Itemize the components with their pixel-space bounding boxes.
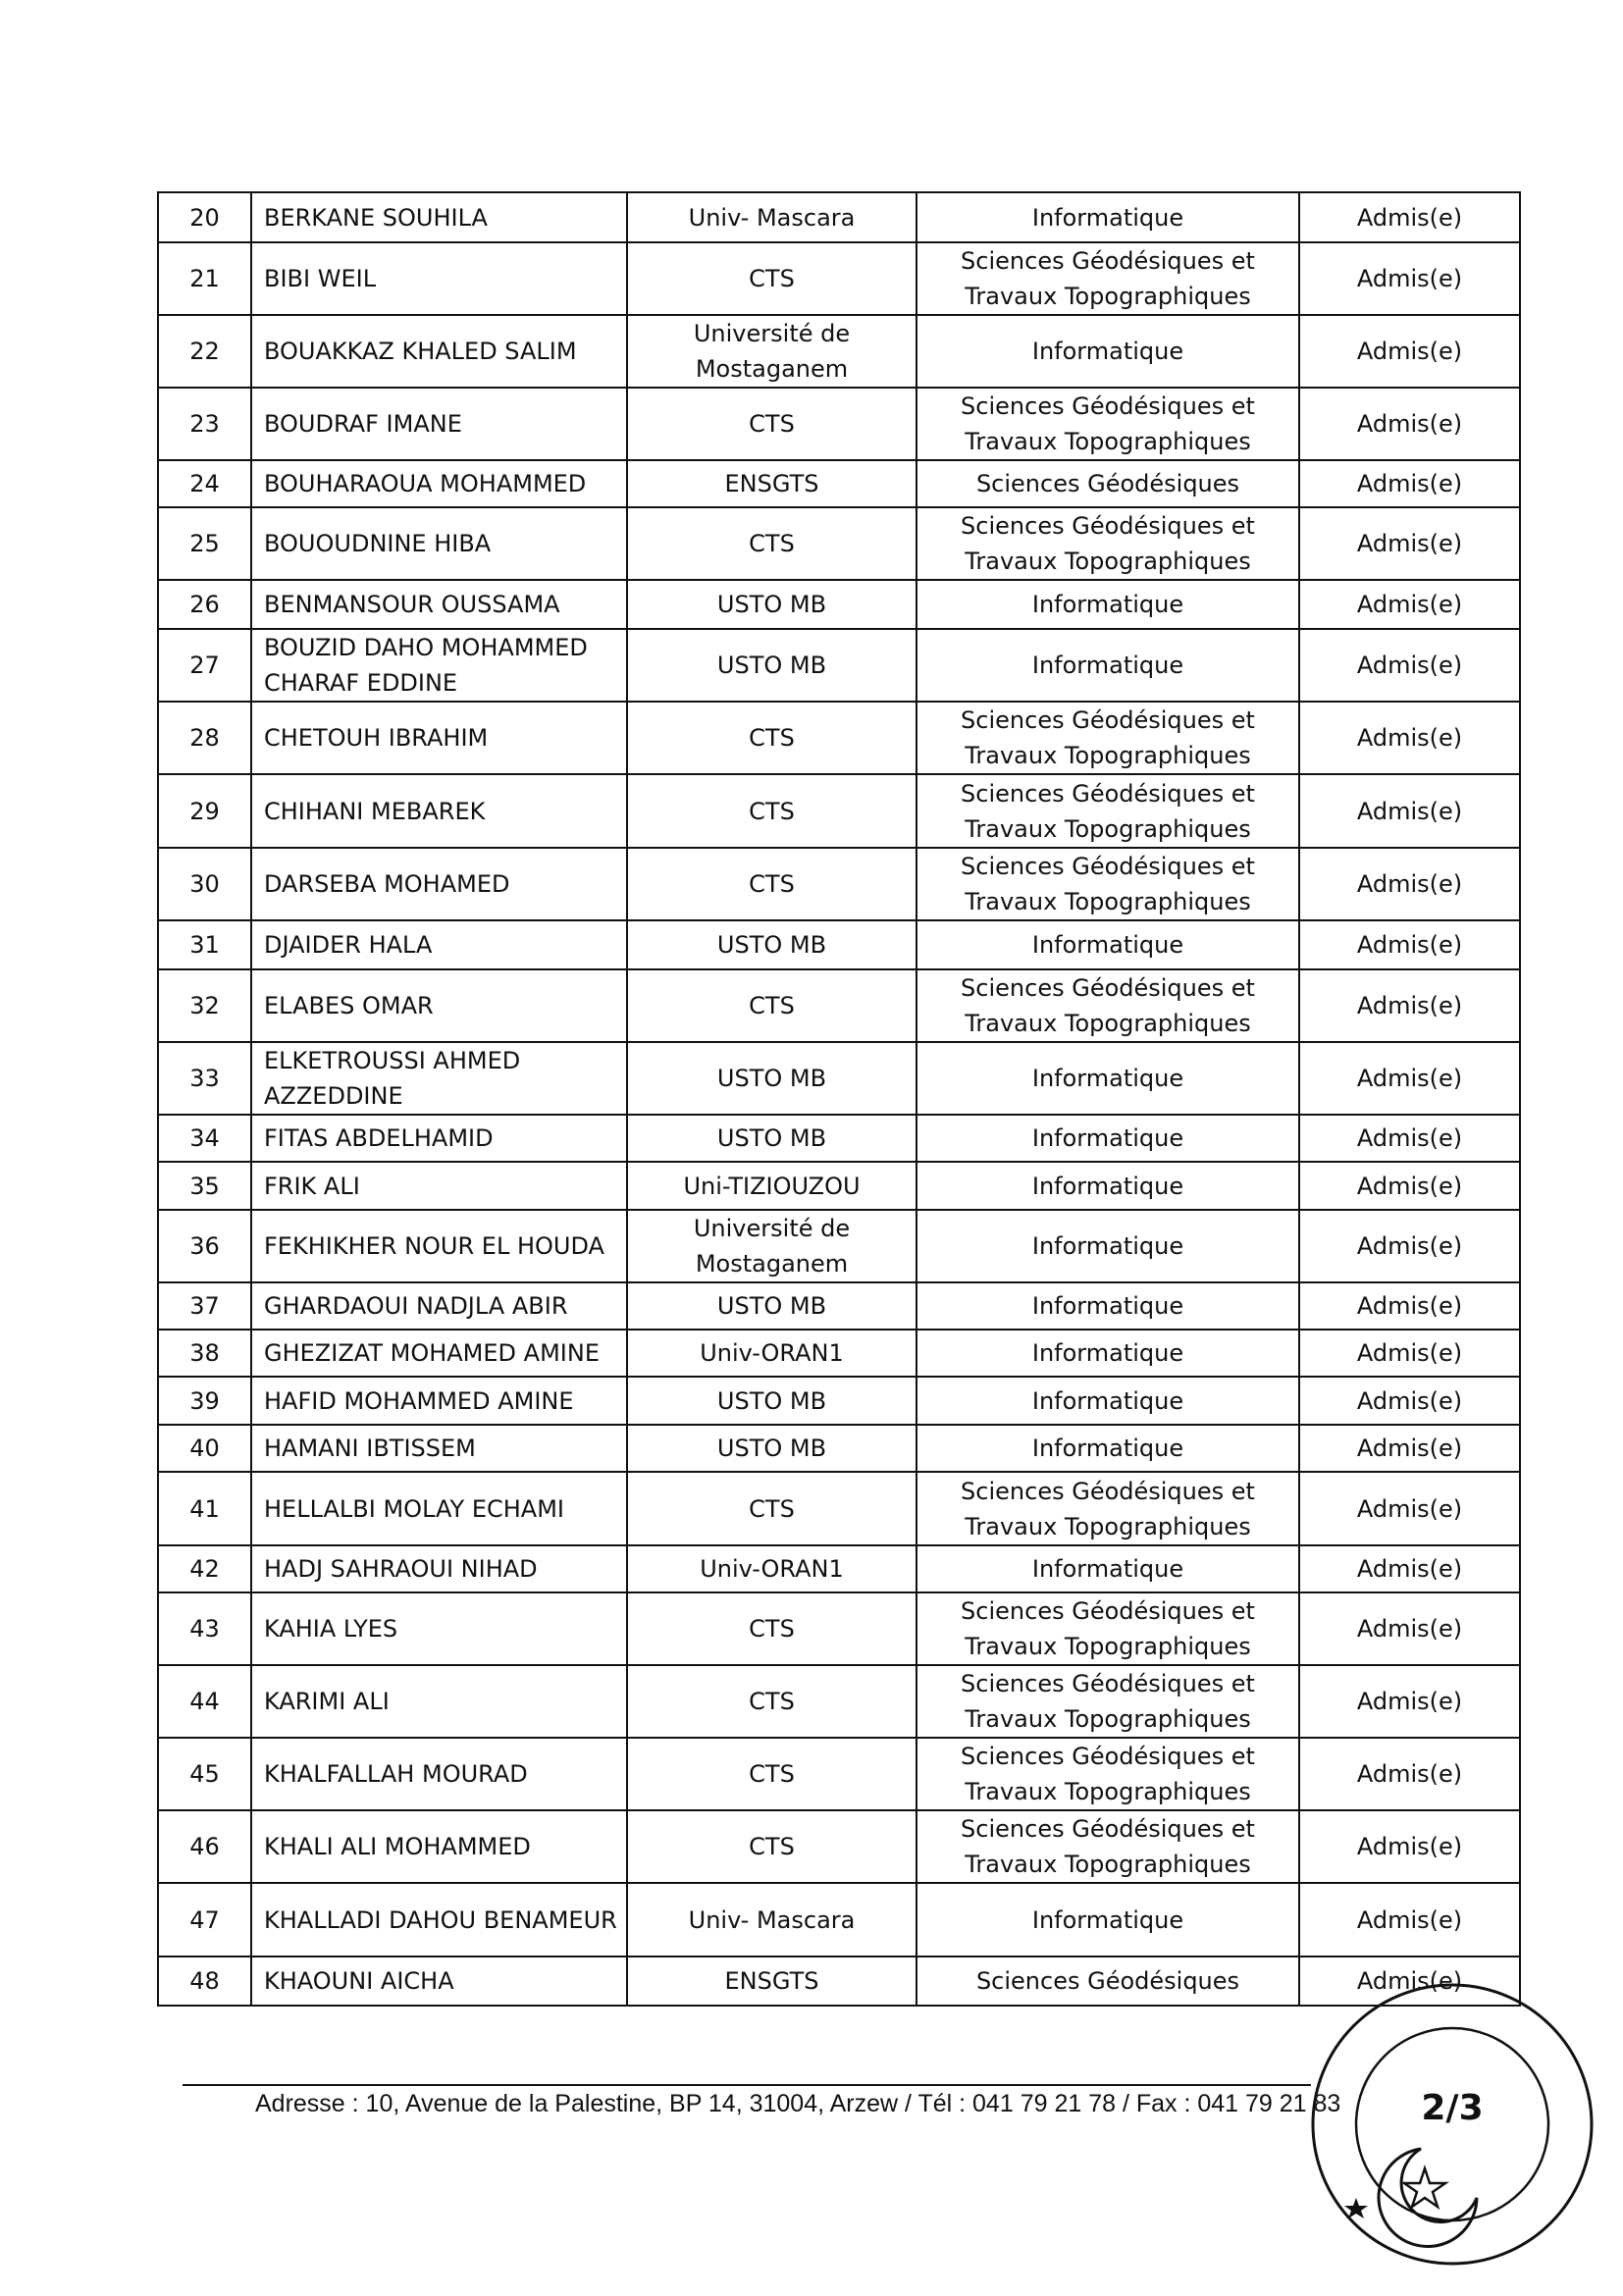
- cell-univ: CTS: [627, 774, 916, 848]
- cell-status: Admis(e): [1299, 1665, 1520, 1738]
- cell-status: Admis(e): [1299, 1115, 1520, 1162]
- table-row: [158, 1810, 1520, 1883]
- table-row: [158, 969, 1520, 1042]
- table-body: [158, 192, 1520, 2006]
- admission-results-table: [157, 191, 1521, 2007]
- cell-field: Informatique: [916, 1042, 1299, 1115]
- cell-field: Sciences Géodésiques et Travaux Topographiques: [916, 1592, 1299, 1665]
- cell-field: Informatique: [916, 1210, 1299, 1282]
- cell-field: Informatique: [916, 1330, 1299, 1377]
- cell-num: 27: [158, 629, 251, 702]
- cell-name: BOUAKKAZ KHALED SALIM: [251, 315, 627, 388]
- cell-status: Admis(e): [1299, 388, 1520, 460]
- table-row: [158, 1883, 1520, 1957]
- cell-name: KAHIA LYES: [251, 1592, 627, 1665]
- cell-field: Informatique: [916, 315, 1299, 388]
- cell-univ: Uni-TIZIOUZOU: [627, 1162, 916, 1210]
- cell-num: 25: [158, 507, 251, 580]
- cell-name: CHIHANI MEBAREK: [251, 774, 627, 848]
- table-row: [158, 1425, 1520, 1472]
- cell-status: Admis(e): [1299, 1162, 1520, 1210]
- cell-name: ELKETROUSSI AHMED AZZEDDINE: [251, 1042, 627, 1115]
- cell-univ: USTO MB: [627, 1042, 916, 1115]
- cell-status: Admis(e): [1299, 920, 1520, 969]
- cell-status: Admis(e): [1299, 1883, 1520, 1957]
- cell-field: Sciences Géodésiques et Travaux Topographiques: [916, 702, 1299, 774]
- table-row: [158, 1115, 1520, 1162]
- cell-univ: CTS: [627, 1738, 916, 1810]
- cell-status: Admis(e): [1299, 1592, 1520, 1665]
- table-row: [158, 774, 1520, 848]
- cell-name: KHALFALLAH MOURAD: [251, 1738, 627, 1810]
- cell-num: 26: [158, 580, 251, 629]
- cell-status: Admis(e): [1299, 1330, 1520, 1377]
- cell-univ: ENSGTS: [627, 1957, 916, 2006]
- cell-name: BOUZID DAHO MOHAMMED CHARAF EDDINE: [251, 629, 627, 702]
- cell-num: 39: [158, 1377, 251, 1425]
- cell-field: Informatique: [916, 1162, 1299, 1210]
- table-row: [158, 315, 1520, 388]
- cell-name: BIBI WEIL: [251, 242, 627, 315]
- cell-field: Sciences Géodésiques et Travaux Topographiques: [916, 1810, 1299, 1883]
- cell-univ: USTO MB: [627, 1377, 916, 1425]
- crescent-icon: [1379, 2149, 1477, 2247]
- cell-num: 36: [158, 1210, 251, 1282]
- cell-univ: Univ- Mascara: [627, 1883, 916, 1957]
- table-row: [158, 388, 1520, 460]
- cell-univ: CTS: [627, 1810, 916, 1883]
- table-row: [158, 1472, 1520, 1545]
- cell-univ: CTS: [627, 969, 916, 1042]
- cell-univ: CTS: [627, 702, 916, 774]
- cell-field: Sciences Géodésiques: [916, 1957, 1299, 2006]
- cell-field: Sciences Géodésiques et Travaux Topographiques: [916, 774, 1299, 848]
- cell-num: 44: [158, 1665, 251, 1738]
- cell-name: KHALI ALI MOHAMMED: [251, 1810, 627, 1883]
- cell-name: BOUHARAOUA MOHAMMED: [251, 460, 627, 507]
- cell-name: ELABES OMAR: [251, 969, 627, 1042]
- cell-univ: USTO MB: [627, 629, 916, 702]
- cell-num: 38: [158, 1330, 251, 1377]
- table-row: [158, 1592, 1520, 1665]
- cell-name: BENMANSOUR OUSSAMA: [251, 580, 627, 629]
- cell-name: HAFID MOHAMMED AMINE: [251, 1377, 627, 1425]
- cell-univ: CTS: [627, 1472, 916, 1545]
- cell-name: BERKANE SOUHILA: [251, 192, 627, 242]
- cell-univ: Université de Mostaganem: [627, 1210, 916, 1282]
- cell-status: Admis(e): [1299, 192, 1520, 242]
- star-icon: [1404, 2168, 1445, 2207]
- table-row: [158, 920, 1520, 969]
- cell-status: Admis(e): [1299, 1545, 1520, 1592]
- cell-name: HELLALBI MOLAY ECHAMI: [251, 1472, 627, 1545]
- cell-status: Admis(e): [1299, 1042, 1520, 1115]
- cell-num: 35: [158, 1162, 251, 1210]
- cell-field: Informatique: [916, 1377, 1299, 1425]
- cell-univ: CTS: [627, 507, 916, 580]
- cell-univ: Univ-ORAN1: [627, 1330, 916, 1377]
- cell-name: HADJ SAHRAOUI NIHAD: [251, 1545, 627, 1592]
- cell-name: FRIK ALI: [251, 1162, 627, 1210]
- footer-address: Adresse : 10, Avenue de la Palestine, BP 14, 31004, Arzew / Tél : 041 79 21 78 / Fax : 041 79 21 83: [255, 2090, 1341, 2117]
- table-row: [158, 580, 1520, 629]
- cell-field: Sciences Géodésiques et Travaux Topographiques: [916, 1472, 1299, 1545]
- cell-field: Informatique: [916, 580, 1299, 629]
- cell-univ: CTS: [627, 848, 916, 920]
- cell-field: Sciences Géodésiques et Travaux Topographiques: [916, 1665, 1299, 1738]
- cell-num: 21: [158, 242, 251, 315]
- cell-status: Admis(e): [1299, 1210, 1520, 1282]
- cell-num: 30: [158, 848, 251, 920]
- table-row: [158, 848, 1520, 920]
- cell-name: DJAIDER HALA: [251, 920, 627, 969]
- cell-univ: Univ-ORAN1: [627, 1545, 916, 1592]
- cell-univ: Univ- Mascara: [627, 192, 916, 242]
- cell-univ: ENSGTS: [627, 460, 916, 507]
- table-row: [158, 242, 1520, 315]
- table-row: [158, 507, 1520, 580]
- table-row: [158, 1545, 1520, 1592]
- cell-status: Admis(e): [1299, 848, 1520, 920]
- cell-field: Sciences Géodésiques et Travaux Topographiques: [916, 969, 1299, 1042]
- cell-status: Admis(e): [1299, 1810, 1520, 1883]
- cell-status: Admis(e): [1299, 580, 1520, 629]
- cell-field: Informatique: [916, 192, 1299, 242]
- table-row: [158, 1210, 1520, 1282]
- cell-name: BOUOUDNINE HIBA: [251, 507, 627, 580]
- cell-num: 47: [158, 1883, 251, 1957]
- cell-univ: CTS: [627, 1592, 916, 1665]
- footer-divider: [183, 2084, 1311, 2086]
- cell-num: 37: [158, 1282, 251, 1330]
- cell-name: GHARDAOUI NADJLA ABIR: [251, 1282, 627, 1330]
- cell-name: KHALLADI DAHOU BENAMEUR: [251, 1883, 627, 1957]
- cell-status: Admis(e): [1299, 1472, 1520, 1545]
- cell-num: 33: [158, 1042, 251, 1115]
- cell-num: 23: [158, 388, 251, 460]
- cell-name: CHETOUH IBRAHIM: [251, 702, 627, 774]
- table-row: [158, 1377, 1520, 1425]
- cell-name: BOUDRAF IMANE: [251, 388, 627, 460]
- cell-name: DARSEBA MOHAMED: [251, 848, 627, 920]
- page-number-mark: 2/3: [1421, 2088, 1484, 2128]
- cell-num: 28: [158, 702, 251, 774]
- cell-field: Informatique: [916, 629, 1299, 702]
- cell-field: Informatique: [916, 1545, 1299, 1592]
- cell-univ: Université de Mostaganem: [627, 315, 916, 388]
- cell-field: Sciences Géodésiques et Travaux Topographiques: [916, 388, 1299, 460]
- cell-name: FITAS ABDELHAMID: [251, 1115, 627, 1162]
- cell-num: 22: [158, 315, 251, 388]
- cell-status: Admis(e): [1299, 1377, 1520, 1425]
- cell-name: KHAOUNI AICHA: [251, 1957, 627, 2006]
- cell-univ: CTS: [627, 1665, 916, 1738]
- cell-field: Sciences Géodésiques et Travaux Topographiques: [916, 507, 1299, 580]
- cell-name: FEKHIKHER NOUR EL HOUDA: [251, 1210, 627, 1282]
- table-row: [158, 1330, 1520, 1377]
- cell-status: Admis(e): [1299, 507, 1520, 580]
- table-row: [158, 1665, 1520, 1738]
- cell-field: Sciences Géodésiques et Travaux Topographiques: [916, 848, 1299, 920]
- cell-field: Sciences Géodésiques et Travaux Topographiques: [916, 1738, 1299, 1810]
- cell-num: 24: [158, 460, 251, 507]
- cell-status: Admis(e): [1299, 242, 1520, 315]
- table-row: [158, 1162, 1520, 1210]
- cell-univ: CTS: [627, 242, 916, 315]
- cell-univ: USTO MB: [627, 1115, 916, 1162]
- cell-univ: USTO MB: [627, 1425, 916, 1472]
- cell-univ: USTO MB: [627, 1282, 916, 1330]
- cell-status: Admis(e): [1299, 1425, 1520, 1472]
- table-row: [158, 1042, 1520, 1115]
- cell-num: 29: [158, 774, 251, 848]
- cell-field: Informatique: [916, 1425, 1299, 1472]
- table-row: [158, 1738, 1520, 1810]
- cell-name: HAMANI IBTISSEM: [251, 1425, 627, 1472]
- cell-num: 42: [158, 1545, 251, 1592]
- cell-num: 48: [158, 1957, 251, 2006]
- cell-status: Admis(e): [1299, 1957, 1520, 2006]
- cell-name: KARIMI ALI: [251, 1665, 627, 1738]
- cell-univ: USTO MB: [627, 580, 916, 629]
- cell-num: 41: [158, 1472, 251, 1545]
- cell-field: Informatique: [916, 1883, 1299, 1957]
- table-row: [158, 460, 1520, 507]
- cell-status: Admis(e): [1299, 460, 1520, 507]
- cell-univ: CTS: [627, 388, 916, 460]
- cell-status: Admis(e): [1299, 702, 1520, 774]
- cell-field: Informatique: [916, 1282, 1299, 1330]
- cell-num: 31: [158, 920, 251, 969]
- official-stamp-icon: [1305, 1977, 1599, 2271]
- cell-field: Sciences Géodésiques: [916, 460, 1299, 507]
- cell-num: 20: [158, 192, 251, 242]
- cell-name: GHEZIZAT MOHAMED AMINE: [251, 1330, 627, 1377]
- cell-field: Informatique: [916, 920, 1299, 969]
- cell-num: 46: [158, 1810, 251, 1883]
- cell-num: 45: [158, 1738, 251, 1810]
- table-row: [158, 192, 1520, 242]
- cell-num: 43: [158, 1592, 251, 1665]
- cell-status: Admis(e): [1299, 315, 1520, 388]
- cell-status: Admis(e): [1299, 774, 1520, 848]
- cell-status: Admis(e): [1299, 1738, 1520, 1810]
- cell-field: Informatique: [916, 1115, 1299, 1162]
- cell-field: Sciences Géodésiques et Travaux Topographiques: [916, 242, 1299, 315]
- cell-num: 32: [158, 969, 251, 1042]
- cell-univ: USTO MB: [627, 920, 916, 969]
- cell-num: 40: [158, 1425, 251, 1472]
- cell-status: Admis(e): [1299, 969, 1520, 1042]
- table-row: [158, 629, 1520, 702]
- cell-status: Admis(e): [1299, 629, 1520, 702]
- table-row: [158, 1282, 1520, 1330]
- cell-num: 34: [158, 1115, 251, 1162]
- table-row: [158, 702, 1520, 774]
- cell-status: Admis(e): [1299, 1282, 1520, 1330]
